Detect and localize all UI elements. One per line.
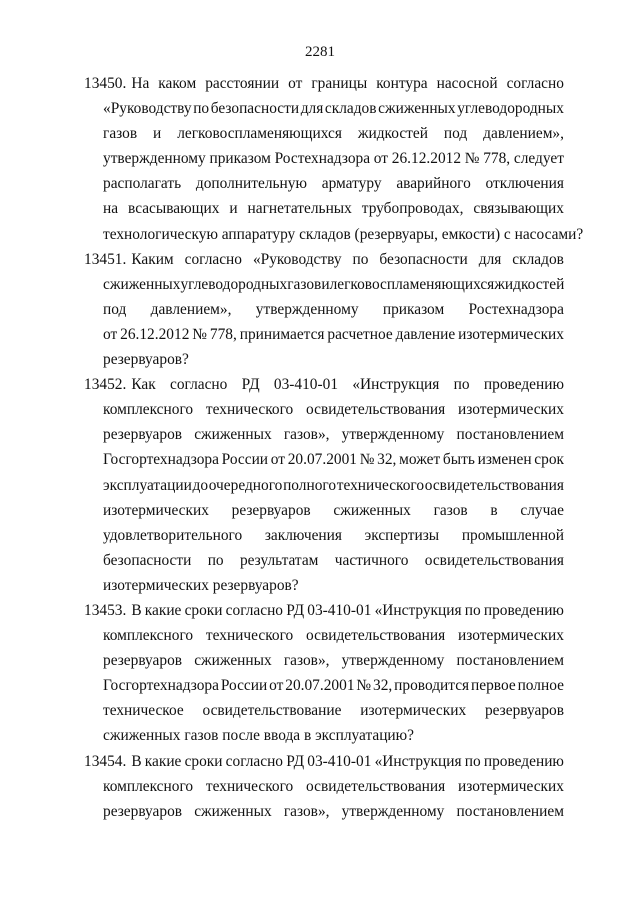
word: для (478, 250, 502, 268)
word: утвержденному (255, 300, 359, 318)
word: технического (205, 401, 294, 419)
question-item (0, 598, 640, 749)
word: технического (205, 777, 294, 795)
word: под (443, 125, 468, 143)
word: проведению (483, 601, 564, 619)
word: промышленной (461, 526, 564, 544)
question-line (103, 498, 564, 523)
word: располагать (103, 175, 182, 193)
question-line (103, 573, 564, 598)
word: под (103, 300, 127, 318)
word: легковоспламеняющихся (177, 125, 342, 143)
word: от (288, 75, 303, 92)
question-line (103, 121, 564, 146)
word: по (453, 376, 470, 394)
word: техническое (103, 702, 184, 720)
question-line (84, 598, 564, 623)
question-line (84, 247, 564, 272)
word: согласно (225, 601, 284, 619)
question-line (103, 623, 564, 648)
question-line (103, 297, 564, 322)
word: Ростехнадзора (274, 150, 371, 168)
question-line (103, 196, 564, 221)
word: Каким (131, 250, 174, 268)
question-number: 13452. (84, 376, 127, 394)
word: сжиженных (194, 802, 272, 820)
word: 778, (209, 325, 237, 343)
word: приказом (382, 300, 445, 318)
word: 03-410-01 (273, 376, 339, 394)
word: 03-410-01 (307, 601, 372, 619)
question-line (84, 372, 564, 397)
word: изменен (477, 451, 532, 469)
question-line (103, 473, 564, 498)
word: изотермических (103, 501, 209, 519)
word: от (373, 150, 389, 168)
question-line-text: технологическую аппаратуру складов (резервуары, емкости) с насосами? (103, 225, 584, 243)
word: № (359, 451, 375, 469)
word: изотермических (458, 325, 564, 343)
word: резервуаров (484, 702, 564, 720)
word: какие (144, 601, 182, 619)
word: газов», (283, 426, 330, 444)
question-number: 13453. (84, 601, 127, 619)
word: газов», (283, 802, 330, 820)
word: 778, (483, 150, 511, 168)
word: углеводородных (180, 275, 288, 293)
word: РД (286, 601, 305, 619)
question-list (0, 71, 640, 824)
question-line (103, 322, 564, 347)
word: следует (513, 150, 564, 168)
word: по (464, 601, 481, 619)
word: резервуаров (231, 501, 311, 519)
word: связывающих (473, 200, 564, 218)
word: сроки (184, 752, 223, 770)
word: расстоянии (205, 75, 280, 92)
word: углеводородных (457, 100, 564, 118)
word: «Инструкция (352, 376, 440, 394)
word: всасывающих (128, 200, 220, 218)
question-line (103, 422, 564, 447)
word: изотермических (360, 702, 467, 720)
word: очередного (208, 476, 283, 494)
word: 26.12.2012 (120, 325, 190, 343)
word: каком (158, 75, 197, 92)
question-line (103, 96, 564, 121)
word: комплексного (103, 627, 194, 645)
word: аварийного (396, 175, 471, 193)
word: быть (442, 451, 475, 469)
word: согласно (184, 250, 242, 268)
word: изотермических (458, 777, 564, 795)
word: «Руководству (103, 100, 192, 118)
question-line (103, 171, 564, 196)
word: № (464, 150, 480, 168)
word: утвержденному (103, 150, 206, 168)
word: давлением», (483, 125, 564, 143)
question-line (103, 548, 564, 573)
word: России (220, 677, 268, 695)
question-line-text: резервуаров? (103, 351, 189, 369)
word: безопасности (379, 250, 468, 268)
word: изотермических (458, 401, 564, 419)
question-line-text: сжиженных газов после ввода в эксплуатацию? (103, 727, 414, 745)
word: первое (471, 677, 516, 695)
question-line-text: изотермических резервуаров? (103, 576, 299, 594)
word: удовлетворительного (103, 526, 243, 544)
word: давление (395, 325, 456, 343)
word: отключения (485, 175, 564, 193)
word: В (131, 752, 142, 770)
word: принимается (239, 325, 325, 343)
word: расчетное (327, 325, 393, 343)
word: Ростехнадзора (468, 300, 564, 318)
word: технического (205, 627, 294, 645)
question-number: 13450. (84, 75, 127, 92)
word: 03-410-01 (307, 752, 372, 770)
question-item (0, 372, 640, 598)
word: безопасности (103, 551, 192, 569)
word: освидетельствование (202, 702, 342, 720)
word: сроки (184, 601, 223, 619)
word: освидетельствования (306, 401, 446, 419)
word: давлением», (150, 300, 232, 318)
word: № (192, 325, 207, 343)
question-line (84, 71, 564, 96)
word: освидетельствования (306, 627, 446, 645)
word: утвержденному (341, 652, 445, 670)
word: срок (534, 451, 564, 469)
word: согласно (506, 75, 564, 92)
word: постановлением (456, 802, 564, 820)
word: сжиженных (333, 501, 411, 519)
word: безопасности (210, 100, 300, 118)
question-line (103, 673, 564, 698)
word: частичного (334, 551, 409, 569)
word: может (399, 451, 441, 469)
word: Госгортехнадзора (103, 451, 219, 469)
question-line (103, 799, 564, 824)
word: складов (324, 100, 377, 118)
word: России (221, 451, 269, 469)
question-line (103, 774, 564, 799)
question-line (103, 523, 564, 548)
word: постановлением (456, 652, 564, 670)
question-item (0, 247, 640, 372)
word: 20.07.2001 (285, 677, 355, 695)
word: газов (287, 275, 322, 293)
word: контура (376, 75, 428, 92)
question-line (103, 272, 564, 297)
word: и (229, 200, 238, 218)
word: по (464, 752, 481, 770)
word: 26.12.2012 (391, 150, 462, 168)
word: случае (520, 501, 564, 519)
word: полное (517, 677, 564, 695)
word: «Руководству (252, 250, 342, 268)
word: 32, (373, 677, 393, 695)
word: по (193, 100, 210, 118)
word: от (103, 325, 118, 343)
word: экспертизы (364, 526, 440, 544)
word: 20.07.2001 (287, 451, 357, 469)
word: Госгортехнадзора (103, 677, 219, 695)
word: какие (144, 752, 182, 770)
word: на (103, 200, 119, 218)
word: освидетельствования (424, 476, 564, 494)
question-line (103, 146, 564, 171)
question-line (103, 347, 564, 372)
word: освидетельствования (306, 777, 446, 795)
word: жидкостей (357, 125, 428, 143)
word: для (300, 100, 324, 118)
word: РД (286, 752, 305, 770)
word: в (490, 501, 498, 519)
word: сжиженных (378, 100, 456, 118)
word: комплексного (103, 777, 194, 795)
word: газов», (283, 652, 330, 670)
word: дополнительную (195, 175, 307, 193)
word: насосной (436, 75, 498, 92)
word: согласно (170, 376, 228, 394)
word: по (207, 551, 224, 569)
word: резервуаров (103, 802, 183, 820)
word: газов (103, 125, 138, 143)
word: складов (512, 250, 564, 268)
question-number: 13454. (84, 752, 127, 770)
word: сжиженных (194, 652, 272, 670)
page-number: 2281 (305, 44, 335, 60)
word: легковоспламеняющихся (329, 275, 495, 293)
word: арматуру (321, 175, 382, 193)
word: 32, (377, 451, 397, 469)
question-line (103, 397, 564, 422)
word: резервуаров (103, 426, 183, 444)
word: заключения (264, 526, 342, 544)
word: комплексного (103, 401, 194, 419)
word: «Инструкция (374, 752, 462, 770)
word: и (321, 275, 330, 293)
word: от (270, 451, 285, 469)
word: освидетельствования (424, 551, 564, 569)
word: Как (131, 376, 156, 394)
question-item (0, 749, 640, 824)
word: резервуаров (103, 652, 183, 670)
question-line (103, 447, 564, 472)
word: постановлением (456, 426, 564, 444)
question-line (103, 222, 584, 247)
word: технического (336, 476, 425, 494)
word: границы (311, 75, 368, 92)
word: жидкостей (494, 275, 565, 293)
question-item (0, 71, 640, 247)
word: «Инструкция (374, 601, 462, 619)
word: сжиженных (103, 275, 181, 293)
question-number: 13451. (84, 250, 127, 268)
word: по (352, 250, 369, 268)
word: результатам (239, 551, 319, 569)
word: № (356, 677, 372, 695)
word: проведению (483, 376, 564, 394)
word: и (153, 125, 162, 143)
word: приказом (209, 150, 271, 168)
word: проводится (394, 677, 470, 695)
word: РД (241, 376, 260, 394)
word: полного (283, 476, 337, 494)
word: эксплуатации (103, 476, 192, 494)
word: На (131, 75, 150, 92)
question-line (103, 648, 564, 673)
word: нагнетательных (247, 200, 352, 218)
word: трубопроводах, (361, 200, 464, 218)
word: изотермических (458, 627, 564, 645)
word: утвержденному (341, 426, 445, 444)
word: проведению (483, 752, 564, 770)
word: до (192, 476, 209, 494)
word: утвержденному (341, 802, 445, 820)
word: газов (433, 501, 468, 519)
word: от (269, 677, 284, 695)
word: согласно (225, 752, 284, 770)
question-line (103, 723, 564, 748)
word: В (131, 601, 142, 619)
question-line (103, 698, 564, 723)
word: сжиженных (194, 426, 272, 444)
question-line (84, 749, 564, 774)
